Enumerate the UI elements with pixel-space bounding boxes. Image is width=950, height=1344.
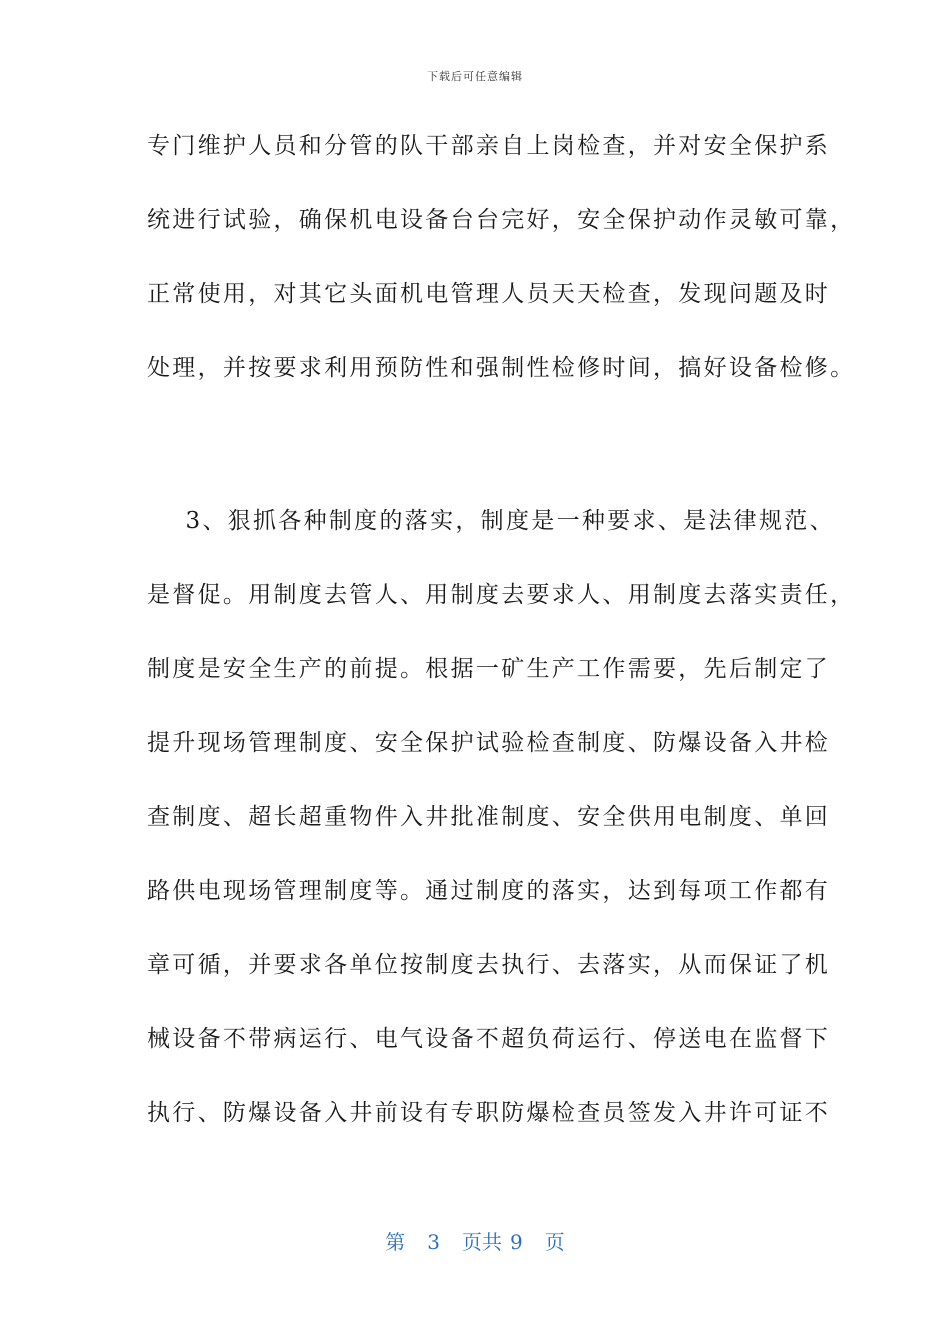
- paragraph-line: 制度是安全生产的前提。根据一矿生产工作需要，先后制定了: [147, 656, 831, 682]
- footer-total-pages: 9: [510, 1230, 523, 1254]
- paragraph-line: 章可循，并要求各单位按制度去执行、去落实，从而保证了机: [147, 952, 831, 978]
- header-note: 下载后可任意编辑: [427, 70, 523, 83]
- paragraph-line: 提升现场管理制度、安全保护试验检查制度、防爆设备入井检: [147, 730, 831, 756]
- paragraph-2: [147, 507, 856, 1173]
- paragraph-line: 处理，并按要求利用预防性和强制性检修时间，搞好设备检修。: [147, 355, 856, 381]
- paragraph-line: 是督促。用制度去管人、用制度去要求人、用制度去落实责任，: [147, 582, 856, 608]
- paragraph-line: 专门维护人员和分管的队干部亲自上岗检查，并对安全保护系: [147, 133, 831, 159]
- page-footer: [0, 1226, 950, 1255]
- footer-suffix: 页: [544, 1230, 565, 1254]
- paragraph-line: 查制度、超长超重物件入井批准制度、安全供用电制度、单回: [147, 804, 831, 830]
- footer-middle: 页共: [462, 1230, 502, 1254]
- paragraph-1: [147, 132, 856, 428]
- paragraph-line: 路供电现场管理制度等。通过制度的落实，达到每项工作都有: [147, 878, 831, 904]
- paragraph-line: 统进行试验，确保机电设备台台完好，安全保护动作灵敏可靠，: [147, 207, 856, 233]
- paragraph-line: 械设备不带病运行、电气设备不超负荷运行、停送电在监督下: [147, 1026, 831, 1052]
- footer-prefix: 第: [385, 1230, 406, 1254]
- paragraph-line: 正常使用，对其它头面机电管理人员天天检查，发现问题及时: [147, 281, 831, 307]
- paragraph-line: 3、狠抓各种制度的落实，制度是一种要求、是法律规范、: [147, 508, 835, 534]
- footer-current-page: 3: [427, 1230, 440, 1254]
- paragraph-line: 执行、防爆设备入井前设有专职防爆检查员签发入井许可证不: [147, 1100, 831, 1126]
